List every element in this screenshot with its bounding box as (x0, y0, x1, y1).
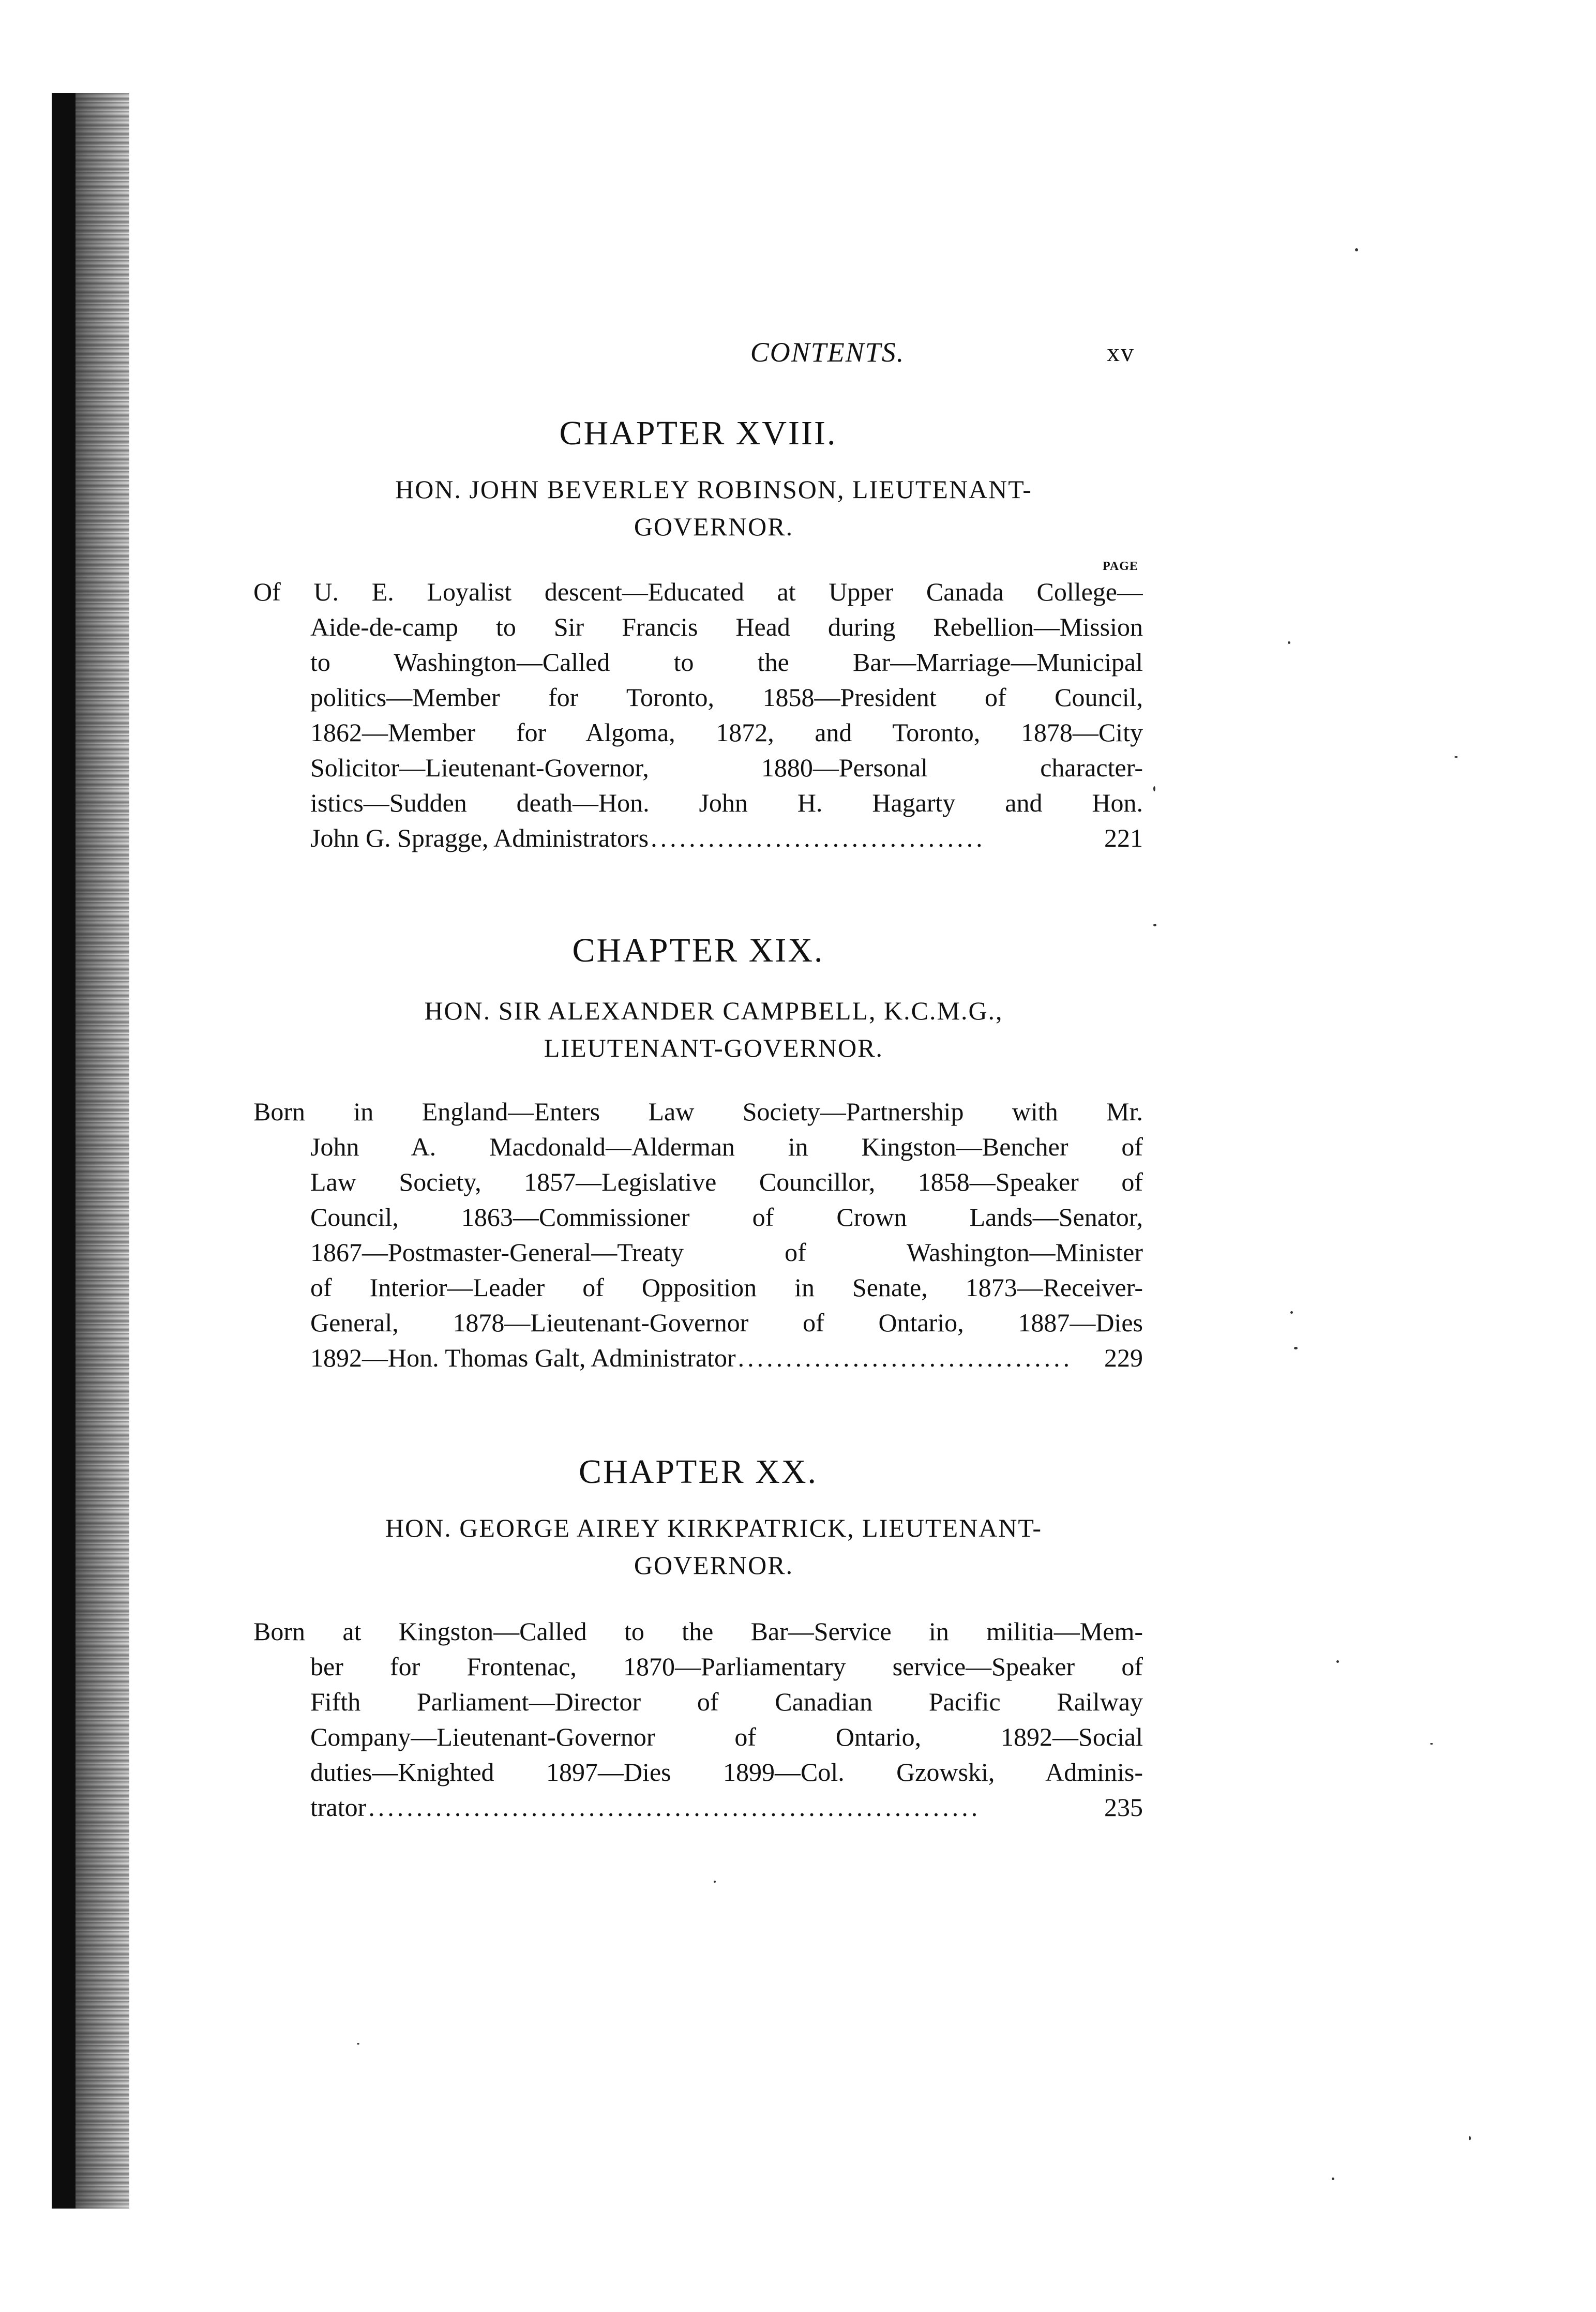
summary-line: 1892—Hon. Thomas Galt, Administrator (310, 1343, 736, 1372)
page-number: 229 (1104, 1343, 1143, 1372)
chapter-subject-line: LIEUTENANT-GOVERNOR. (544, 1033, 884, 1062)
summary-line: Council, 1863—Commissioner of Crown Lands—Senator, (310, 1203, 1143, 1232)
summary-line: 1867—Postmaster-General—Treaty of Washington—Minister (310, 1238, 1143, 1267)
scan-speck (1288, 641, 1290, 644)
chapter-subject-line: GOVERNOR. (634, 512, 794, 541)
scan-speck (1294, 1347, 1298, 1349)
chapter-subject (290, 1509, 1138, 1584)
chapter-heading: CHAPTER XIX. (572, 932, 824, 969)
scan-speck (357, 2043, 359, 2045)
summary-line: Of U. E. Loyalist descent—Educated at Upper Canada College— (253, 577, 1143, 606)
scan-speck (1430, 1743, 1433, 1745)
summary-line: duties—Knighted 1897—Dies 1899—Col. Gzowski, Adminis- (310, 1758, 1143, 1786)
scan-speck (1454, 756, 1458, 758)
page-number: 221 (1104, 823, 1143, 852)
summary-line: John A. Macdonald—Alderman in Kingston—Bencher of (310, 1132, 1143, 1161)
scan-speck (1290, 1311, 1293, 1314)
summary-line: politics—Member for Toronto, 1858—President of Council, (310, 683, 1143, 712)
scan-binding-shadow (52, 93, 76, 2209)
chapter-summary (253, 574, 1143, 855)
scan-speck (1336, 1660, 1339, 1663)
running-head-title: CONTENTS. (750, 337, 905, 368)
chapter-heading: CHAPTER XX. (578, 1453, 818, 1491)
summary-line: of Interior—Leader of Opposition in Senate, 1873—Receiver- (310, 1273, 1143, 1302)
scan-speck (1332, 2178, 1334, 2180)
chapter-subject-line: HON. JOHN BEVERLEY ROBINSON, LIEUTENANT- (395, 475, 1032, 504)
summary-line: Fifth Parliament—Director of Canadian Pacific Railway (310, 1687, 1143, 1716)
summary-line: istics—Sudden death—Hon. John H. Hagarty and Hon. (310, 788, 1143, 817)
scan-speck (1469, 2136, 1471, 2140)
summary-line: Solicitor—Lieutenant-Governor, 1880—Personal character- (310, 753, 1143, 782)
summary-line: General, 1878—Lieutenant-Governor of Ontario, 1887—Dies (310, 1308, 1143, 1337)
chapter-summary (253, 1614, 1143, 1825)
scan-speck (1153, 786, 1155, 791)
dot-leaders: ................................... (651, 823, 986, 852)
summary-line: to Washington—Called to the Bar—Marriage—Municipal (310, 648, 1143, 677)
summary-line: Born in England—Enters Law Society—Partnership with Mr. (253, 1097, 1143, 1126)
dot-leaders: ................................... (737, 1343, 1073, 1372)
page-column-label: PAGE (1103, 560, 1138, 573)
scan-speck (1153, 924, 1156, 926)
summary-line: John G. Spragge, Administrators (310, 823, 649, 852)
chapter-subject-line: HON. GEORGE AIREY KIRKPATRICK, LIEUTENANT- (385, 1513, 1043, 1542)
chapter-subject-line: GOVERNOR. (634, 1551, 794, 1580)
scan-speck (1355, 248, 1358, 251)
chapter-summary (253, 1094, 1143, 1375)
page-number: 235 (1104, 1793, 1143, 1822)
chapter-heading: CHAPTER XVIII. (559, 414, 837, 452)
summary-line: Born at Kingston—Called to the Bar—Service in militia—Mem- (253, 1617, 1143, 1646)
summary-line: ber for Frontenac, 1870—Parliamentary service—Speaker of (310, 1652, 1143, 1681)
summary-line: 1862—Member for Algoma, 1872, and Toronto, 1878—City (310, 718, 1143, 747)
chapter-subject (290, 471, 1138, 545)
summary-line: Law Society, 1857—Legislative Councillor, 1858—Speaker of (310, 1167, 1143, 1196)
chapter-subject-line: HON. SIR ALEXANDER CAMPBELL, K.C.M.G., (424, 996, 1003, 1025)
scan-speck (714, 1881, 716, 1883)
summary-line: Company—Lieutenant-Governor of Ontario, 1892—Social (310, 1722, 1143, 1751)
page-folio: xv (1107, 338, 1135, 367)
summary-line: Aide-de-camp to Sir Francis Head during Rebellion—Mission (310, 612, 1143, 641)
chapter-subject (290, 992, 1138, 1067)
dot-leaders: ................................................................ (368, 1793, 981, 1822)
summary-line: trator (310, 1793, 367, 1822)
